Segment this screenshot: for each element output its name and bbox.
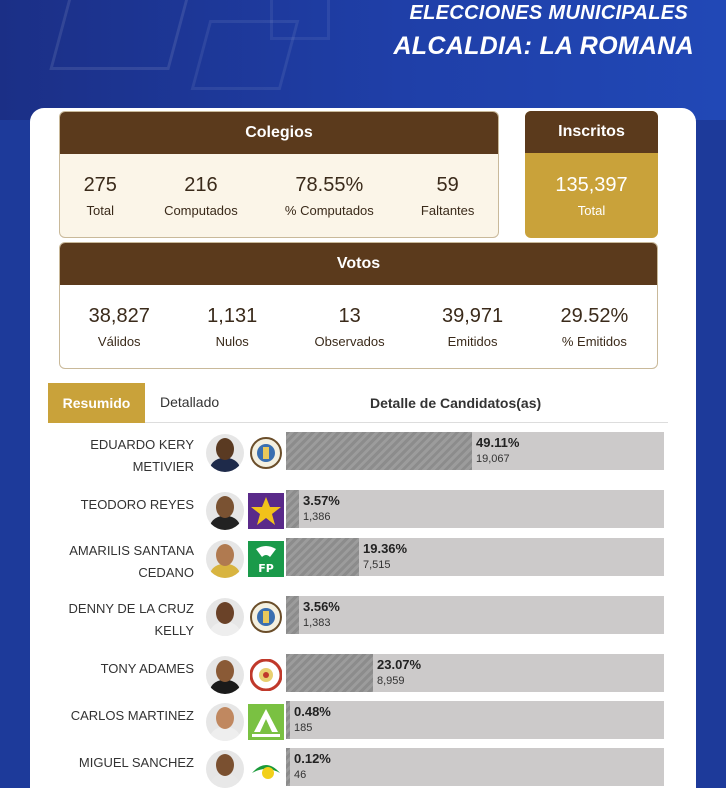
- vote-bar-track: [286, 538, 664, 576]
- vote-bar-track: [286, 490, 664, 528]
- candidate-name: [44, 494, 194, 516]
- election-title: ELECCIONES MUNICIPALES: [409, 2, 688, 24]
- candidate-photo: [206, 434, 244, 472]
- green-sun-icon: [248, 751, 284, 787]
- vote-bar-track: [286, 748, 664, 786]
- candidate-name-line: EDUARDO KERY: [90, 437, 194, 452]
- tab-resumido[interactable]: Resumido: [48, 383, 145, 423]
- svg-text:FP: FP: [258, 562, 274, 575]
- vote-count: 1,383: [303, 617, 331, 629]
- candidate-photo: [206, 492, 244, 530]
- candidate-name-line: MIGUEL SANCHEZ: [78, 755, 194, 770]
- vote-count: 19,067: [476, 453, 510, 465]
- candidate-name-line: AMARILIS SANTANA: [69, 543, 194, 558]
- candidate-name-line: DENNY DE LA CRUZ: [68, 601, 194, 616]
- candidate-name: [44, 540, 194, 584]
- vote-count: 7,515: [363, 559, 391, 571]
- colegios-title: Colegios: [60, 112, 498, 154]
- vote-bar-fill: [286, 490, 299, 528]
- stat-emitidos: 39,971 Emitidos: [441, 304, 504, 349]
- candidate-name: [44, 705, 194, 727]
- prd-star-icon: [248, 493, 284, 529]
- candidate-photo: [206, 656, 244, 694]
- stat-faltantes: 59 Faltantes: [420, 173, 475, 218]
- vote-count: 8,959: [377, 675, 405, 687]
- stat-inscritos-total: 135,397 Total: [555, 173, 628, 218]
- office-title: ALCALDIA: LA ROMANA: [393, 32, 694, 60]
- vote-percentage: 3.57%: [303, 493, 340, 508]
- vote-bar-fill: [286, 701, 290, 739]
- vote-bar-track: [286, 654, 664, 692]
- candidate-name-line: TEODORO REYES: [80, 497, 194, 512]
- header-banner: [0, 0, 726, 120]
- candidate-name-line: METIVIER: [132, 459, 194, 474]
- pld-seal-icon: [248, 435, 284, 471]
- vote-count: 185: [294, 722, 313, 734]
- vote-percentage: 23.07%: [377, 657, 422, 672]
- inscritos-panel: [525, 111, 658, 238]
- candidate-name-line: CARLOS MARTINEZ: [70, 708, 194, 723]
- candidate-name: [44, 598, 194, 642]
- colegios-panel: [59, 111, 499, 238]
- vote-bar-fill: [286, 596, 299, 634]
- vote-percentage: 3.56%: [303, 599, 340, 614]
- vote-bar-fill: [286, 654, 373, 692]
- stat-pct-emitidos: 29.52% % Emitidos: [560, 304, 629, 349]
- pld-seal-icon: [248, 599, 284, 635]
- votos-panel: [59, 242, 658, 369]
- stat-computados: 216 Computados: [164, 173, 238, 218]
- alianza-pais-icon: [248, 704, 284, 740]
- vote-bar-fill: [286, 538, 359, 576]
- vote-bar-track: [286, 432, 664, 470]
- vote-bar-track: [286, 701, 664, 739]
- vote-count: 46: [294, 769, 307, 781]
- candidate-name-line: TONY ADAMES: [100, 661, 194, 676]
- stat-observados: 13 Observados: [314, 304, 385, 349]
- vote-bar-track: [286, 596, 664, 634]
- banner-decoration: [270, 0, 330, 40]
- vote-count: 1,386: [303, 511, 331, 523]
- candidate-name-line: CEDANO: [138, 565, 194, 580]
- candidate-photo: [206, 598, 244, 636]
- candidate-photo: [206, 540, 244, 578]
- banner-decoration: [49, 0, 190, 70]
- stat-validos: 38,827 Válidos: [88, 304, 150, 349]
- vote-percentage: 19.36%: [363, 541, 408, 556]
- candidate-name: [44, 434, 194, 478]
- vote-percentage: 0.48%: [294, 704, 331, 719]
- stat-total: 275 Total: [83, 173, 117, 218]
- candidates-detail-title: Detalle de Candidatos(as): [370, 395, 542, 411]
- votos-title: Votos: [60, 243, 657, 285]
- stat-pct-computados: 78.55% % Computados: [284, 173, 374, 218]
- vote-bar-fill: [286, 432, 472, 470]
- stat-nulos: 1,131 Nulos: [207, 304, 258, 349]
- fp-logo-icon: [248, 541, 284, 577]
- inscritos-title: Inscritos: [525, 111, 658, 153]
- candidate-name-line: KELLY: [154, 623, 194, 638]
- candidate-photo: [206, 703, 244, 741]
- vote-percentage: 0.12%: [294, 751, 331, 766]
- candidate-name: [44, 752, 194, 774]
- candidate-name: [44, 658, 194, 680]
- prsc-seal-icon: [248, 657, 284, 693]
- vote-percentage: 49.11%: [476, 435, 520, 450]
- view-tabs: [48, 383, 668, 423]
- candidate-photo: [206, 750, 244, 788]
- tab-detallado[interactable]: Detallado: [160, 394, 220, 410]
- vote-bar-fill: [286, 748, 290, 786]
